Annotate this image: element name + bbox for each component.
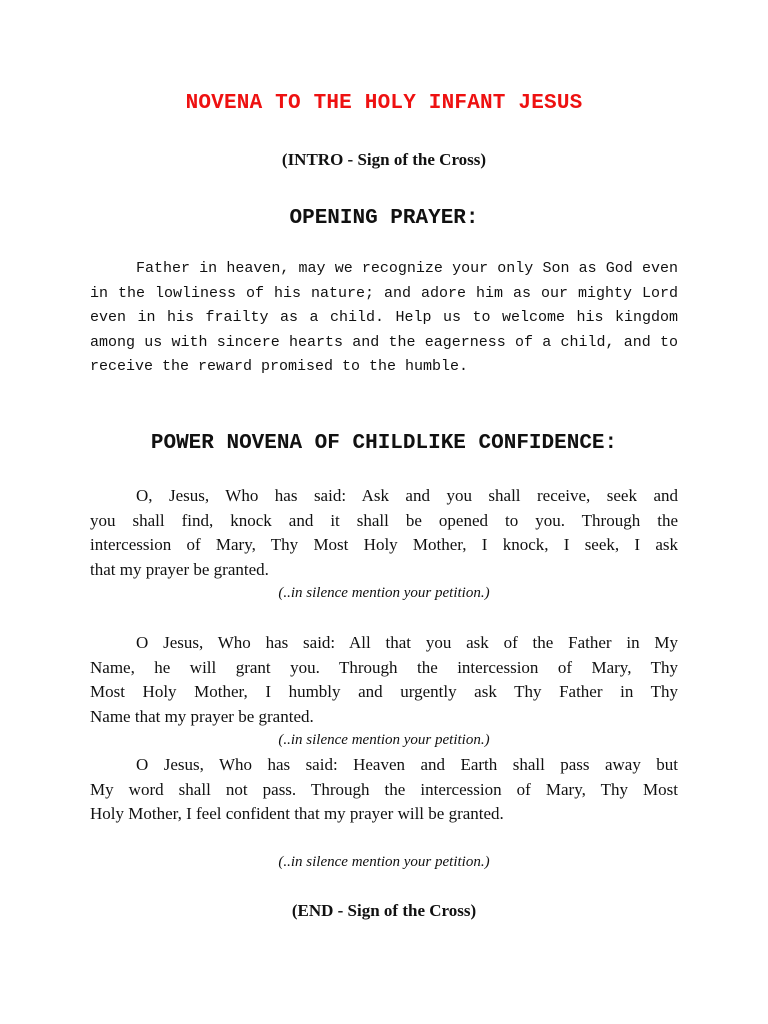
petition-note-2: (..in silence mention your petition.) [278,732,490,748]
paragraph-line: receive the reward promised to the humble. [90,358,469,375]
paragraph-line: in the lowliness of his nature; and adore him as our mighty Lord [90,284,678,302]
opening-prayer-heading: OPENING PRAYER: [289,207,479,230]
paragraph-line: even in his frailty as a child. Help us to welcome his kingdom [90,309,678,326]
petition-note-3: (..in silence mention your petition.) [278,854,490,870]
paragraph-line: Name that my prayer be granted. [90,706,314,726]
intro-line: (INTRO - Sign of the Cross) [281,150,487,169]
paragraph-line: Name, he will grant you. Through the intercession of Mary, Thy [90,657,678,677]
paragraph-line: intercession of Mary, Thy Most Holy Mother, I knock, I seek, I ask [90,535,678,554]
prayer-paragraph-1 [90,484,678,582]
paragraph-line: Father in heaven, may we recognize your only Son as God even [136,260,678,277]
paragraph-line: O, Jesus, Who has said: Ask and you shall receive, seek and [136,486,678,505]
petition-note-1: (..in silence mention your petition.) [278,585,490,601]
paragraph-line: Most Holy Mother, I humbly and urgently ask Thy Father in Thy [90,682,678,701]
power-novena-heading: POWER NOVENA OF CHILDLIKE CONFIDENCE: [150,432,618,455]
paragraph-line: Holy Mother, I feel confident that my prayer will be granted. [90,804,504,823]
prayer-paragraph-2 [90,631,678,729]
opening-prayer-paragraph [90,257,678,380]
paragraph-line: O Jesus, Who has said: Heaven and Earth shall pass away but [136,755,678,774]
paragraph-line: among us with sincere hearts and the eagerness of a child, and to [90,333,678,351]
paragraph-line: you shall find, knock and it shall be opened to you. Through the [90,510,678,530]
prayer-paragraph-3 [90,753,678,827]
paragraph-line: My word shall not pass. Through the intercession of Mary, Thy Most [90,779,678,799]
paragraph-line: O Jesus, Who has said: All that you ask of the Father in My [136,633,678,652]
paragraph-line: that my prayer be granted. [90,559,269,579]
page-title: NOVENA TO THE HOLY INFANT JESUS [185,92,583,115]
end-line: (END - Sign of the Cross) [291,901,477,920]
